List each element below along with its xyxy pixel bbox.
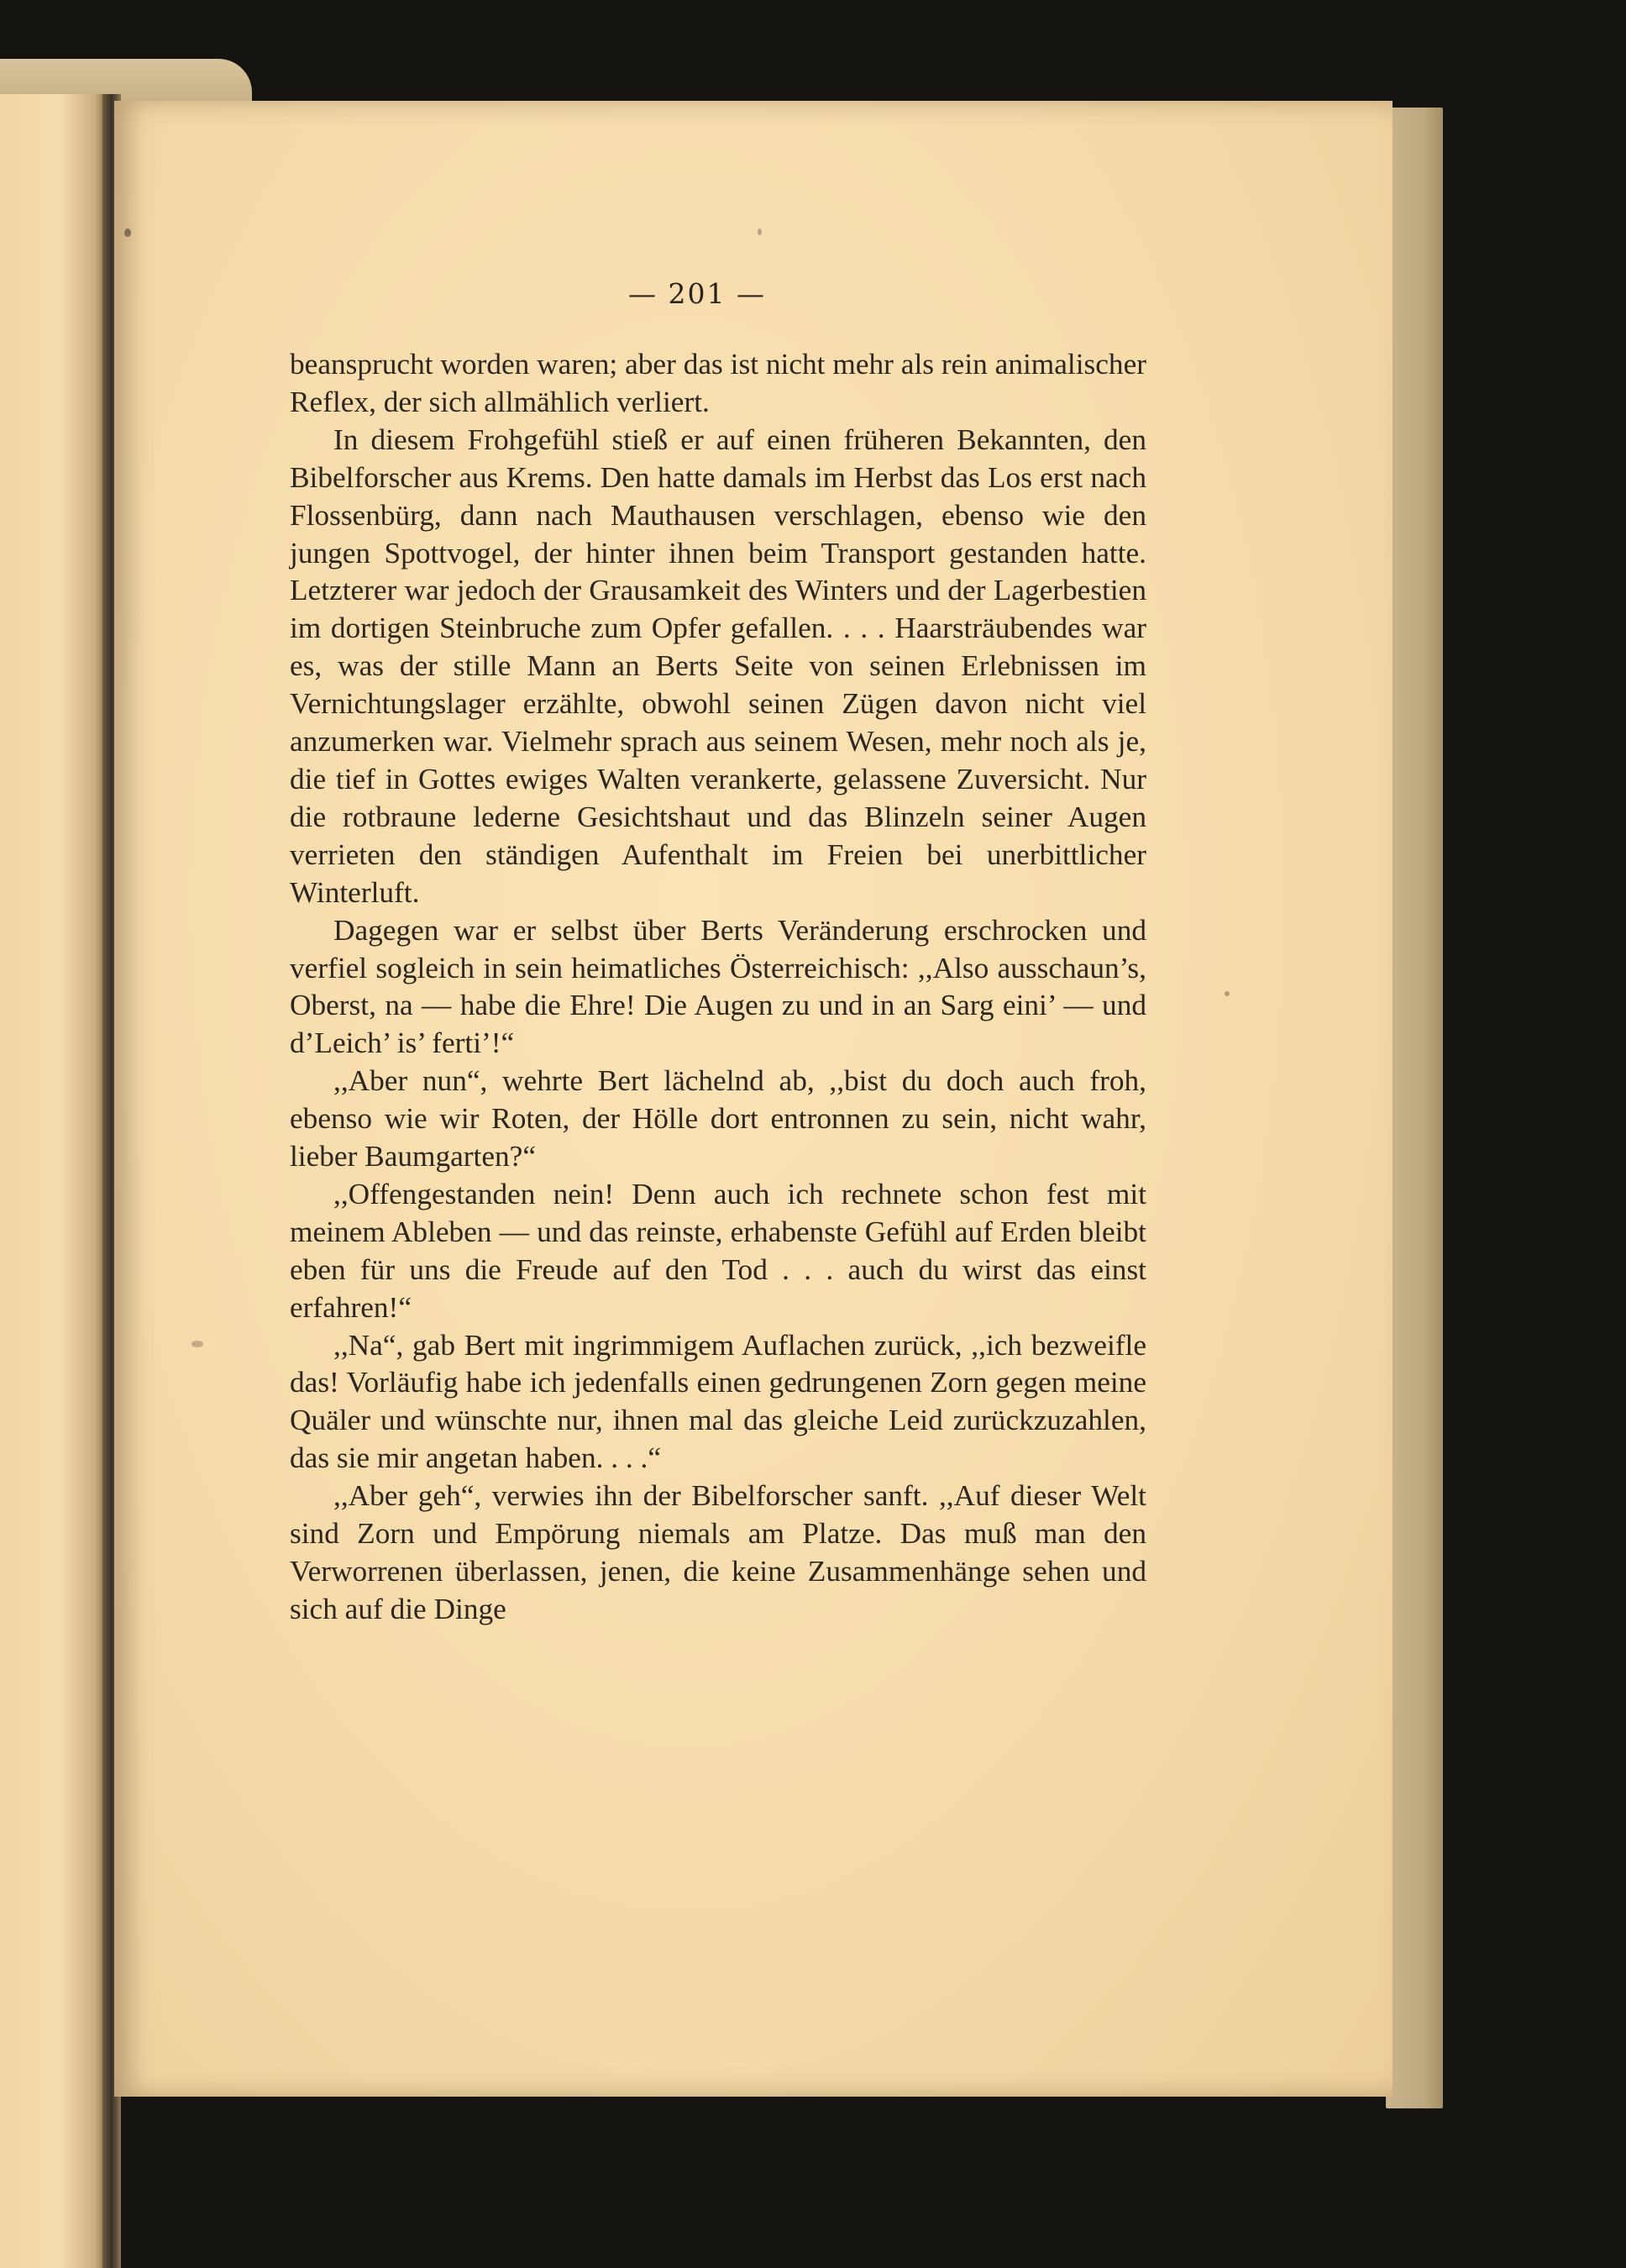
paragraph-6: ,,Na“, gab Bert mit ingrimmigem Auflachen zurück, ,,ich bezweifle das! Vorläufig habe ich jedenfalls einen gedrungenen Zorn gegen meine Quäler und wünschte nur, ihnen mal das gleiche Leid zurückzuzahlen, das sie mir angetan haben. . . .“ bbox=[290, 1328, 1146, 1475]
paragraph-5: ,,Offengestanden nein! Denn auch ich rechnete schon fest mit meinem Ableben — und das reinste, erhabenste Gefühl auf Erden bleibt eben für uns die Freude auf den Tod . . . auch du wirst das einst erfahren!“ bbox=[290, 1177, 1146, 1324]
left-page-edge bbox=[0, 94, 108, 2268]
paragraph-4: ,,Aber nun“, wehrte Bert lächelnd ab, ,,bist du doch auch froh, ebenso wie wir Roten, der Hölle dort entronnen zu sein, nicht wahr, lieber Baumgarten?“ bbox=[290, 1064, 1146, 1173]
paragraph-2: In diesem Frohgefühl stieß er auf einen früheren Bekannten, den Bibelforscher aus Krems. Den hatte damals im Herbst das Los erst nach Flossenbürg, dann nach Mauthausen verschlagen, ebenso wie den jungen Spottvogel, der hinter ihnen beim Transport gestanden hatte. Letzterer war jedoch der Grausamkeit des Winters und der Lagerbestien im dortigen Steinbruche zum Opfer gefallen. . . . Haarsträubendes war es, was der stille Mann an Berts Seite von seinen Erlebnissen im Vernichtungslager erzählte, obwohl seinen Zügen davon nicht viel anzumerken war. Vielmehr sprach aus seinem Wesen, mehr noch als je, die tief in Gottes ewiges Walten verankerte, gelassene Zuversicht. Nur die rotbraune lederne Gesichtshaut und das Blinzeln seiner Augen verrieten den ständigen Aufenthalt im Freien bei unerbittlicher Winterluft. bbox=[290, 423, 1146, 909]
paragraph-7: ,,Aber geh“, verwies ihn der Bibelforscher sanft. ,,Auf dieser Welt sind Zorn und Empörung niemals am Platze. Das muß man den Verworrenen überlassen, jenen, die keine Zusammenhänge sehen und sich auf die Dinge bbox=[290, 1479, 1146, 1625]
paragraph-1: beansprucht worden waren; aber das ist nicht mehr als rein animalischer Reflex, der sich allmählich verliert. bbox=[290, 348, 1146, 418]
paper-speck bbox=[124, 228, 131, 237]
body-text bbox=[290, 346, 1146, 1629]
book-cover-edge bbox=[1386, 108, 1443, 2108]
page-number: — 201 — bbox=[628, 277, 766, 310]
paper-speck bbox=[191, 1341, 203, 1347]
paper-speck bbox=[1225, 991, 1230, 996]
paragraph-3: Dagegen war er selbst über Berts Veränderung erschrocken und verfiel sogleich in sein heimatliches Österreichisch: ,,Also ausschaun’s, Oberst, na — habe die Ehre! Die Augen zu und in an Sarg eini’ — und d’Leich’ is’ ferti’!“ bbox=[290, 913, 1146, 1060]
paper-speck bbox=[758, 228, 762, 235]
